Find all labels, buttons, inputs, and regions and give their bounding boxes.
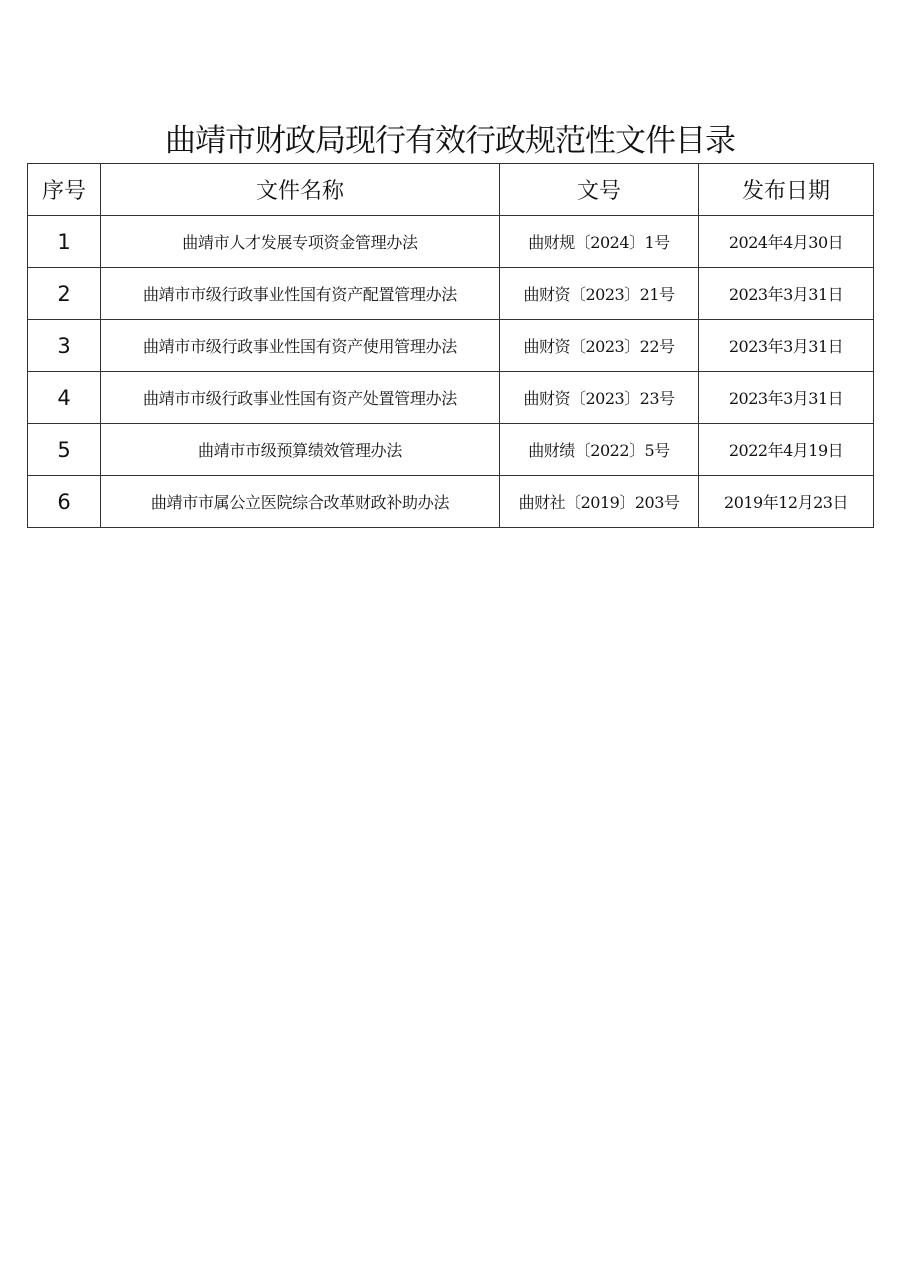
table-row — [28, 320, 874, 372]
table-row — [28, 216, 874, 268]
row-document-number: 曲财资〔2023〕21号 — [500, 268, 699, 320]
column-header-doc-no: 文号 — [500, 164, 699, 216]
row-document-name: 曲靖市市级预算绩效管理办法 — [101, 424, 500, 476]
row-publish-date: 2022年4月19日 — [699, 424, 874, 476]
row-document-name: 曲靖市市级行政事业性国有资产使用管理办法 — [101, 320, 500, 372]
table-row — [28, 476, 874, 528]
table-row — [28, 424, 874, 476]
row-document-name: 曲靖市市级行政事业性国有资产处置管理办法 — [101, 372, 500, 424]
row-publish-date: 2023年3月31日 — [699, 372, 874, 424]
row-seq: 1 — [28, 216, 101, 268]
row-document-number: 曲财绩〔2022〕5号 — [500, 424, 699, 476]
row-seq: 4 — [28, 372, 101, 424]
column-header-name: 文件名称 — [101, 164, 500, 216]
row-document-name: 曲靖市市级行政事业性国有资产配置管理办法 — [101, 268, 500, 320]
table-row — [28, 372, 874, 424]
row-document-name: 曲靖市人才发展专项资金管理办法 — [101, 216, 500, 268]
document-list-table — [27, 163, 874, 528]
row-document-name: 曲靖市市属公立医院综合改革财政补助办法 — [101, 476, 500, 528]
row-seq: 3 — [28, 320, 101, 372]
column-header-date: 发布日期 — [699, 164, 874, 216]
row-document-number: 曲财规〔2024〕1号 — [500, 216, 699, 268]
row-publish-date: 2023年3月31日 — [699, 320, 874, 372]
row-publish-date: 2019年12月23日 — [699, 476, 874, 528]
row-document-number: 曲财社〔2019〕203号 — [500, 476, 699, 528]
table-header-row — [28, 164, 874, 216]
row-seq: 2 — [28, 268, 101, 320]
row-publish-date: 2024年4月30日 — [699, 216, 874, 268]
row-publish-date: 2023年3月31日 — [699, 268, 874, 320]
row-seq: 5 — [28, 424, 101, 476]
column-header-seq: 序号 — [28, 164, 101, 216]
table-row — [28, 268, 874, 320]
row-document-number: 曲财资〔2023〕23号 — [500, 372, 699, 424]
row-document-number: 曲财资〔2023〕22号 — [500, 320, 699, 372]
row-seq: 6 — [28, 476, 101, 528]
page-title: 曲靖市财政局现行有效行政规范性文件目录 — [165, 123, 735, 159]
